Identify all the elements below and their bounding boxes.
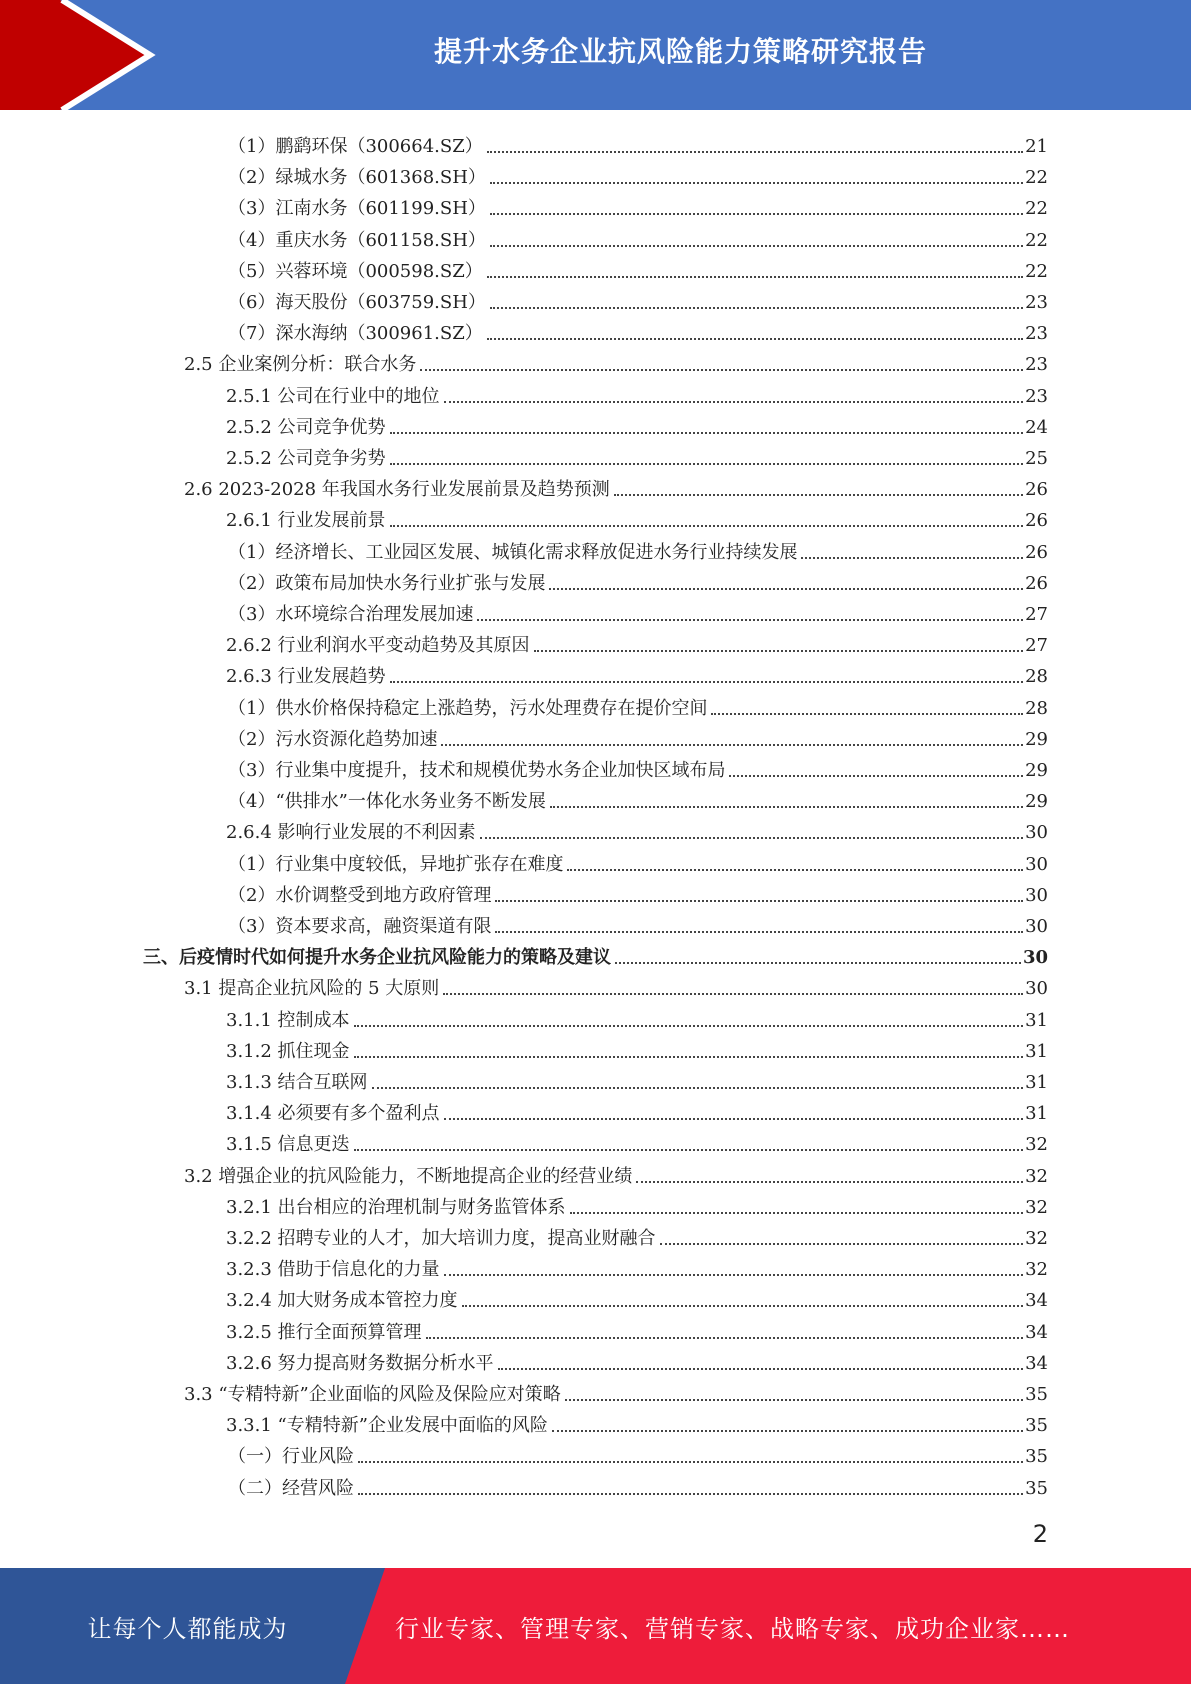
toc-dot-leader bbox=[550, 806, 1023, 808]
toc-entry-title: （3）资本要求高，融资渠道有限 bbox=[228, 916, 492, 937]
toc-entry-title: 2.6 2023-2028 年我国水务行业发展前景及趋势预测 bbox=[184, 479, 610, 501]
toc-entry[interactable] bbox=[226, 1094, 1048, 1125]
toc-dot-leader bbox=[495, 900, 1023, 902]
toc-entry-title: （一）行业风险 bbox=[228, 1446, 354, 1468]
toc-entry-page: 21 bbox=[1025, 136, 1048, 157]
toc-entry-page: 31 bbox=[1025, 1009, 1048, 1031]
toc-entry[interactable] bbox=[226, 1250, 1048, 1281]
toc-entry[interactable] bbox=[226, 1188, 1048, 1219]
toc-entry[interactable] bbox=[228, 189, 1048, 220]
toc-entry-page: 22 bbox=[1025, 229, 1048, 251]
toc-entry[interactable] bbox=[228, 252, 1048, 283]
toc-dot-leader bbox=[615, 962, 1021, 964]
toc-entry-title: （5）兴蓉环境（000598.SZ） bbox=[228, 260, 483, 282]
toc-dot-leader bbox=[487, 338, 1023, 340]
toc-entry-page: 22 bbox=[1025, 167, 1048, 189]
footer-slogan-left: 让每个人都能成为 bbox=[87, 1614, 288, 1643]
toc-entry-title: 3.2.2 招聘专业的人才，加大培训力度，提高业财融合 bbox=[226, 1228, 656, 1249]
toc-dot-leader bbox=[462, 1305, 1024, 1307]
toc-dot-leader bbox=[390, 525, 1024, 527]
toc-entry-page: 28 bbox=[1025, 666, 1048, 688]
toc-entry-title: （2）绿城水务（601368.SH） bbox=[228, 167, 486, 189]
toc-dot-leader bbox=[354, 1149, 1024, 1151]
toc-entry-page: 34 bbox=[1025, 1352, 1048, 1374]
toc-entry[interactable] bbox=[228, 907, 1048, 938]
toc-entry-title: 三、后疫情时代如何提升水务企业抗风险能力的策略及建议 bbox=[143, 947, 611, 969]
toc-entry[interactable] bbox=[228, 845, 1048, 876]
toc-entry-page: 31 bbox=[1025, 1103, 1048, 1125]
toc-dot-leader bbox=[570, 1212, 1024, 1214]
toc-entry[interactable] bbox=[228, 876, 1048, 907]
page-footer bbox=[0, 1568, 1191, 1684]
toc-entry-title: （3）行业集中度提升，技术和规模优势水务企业加快区域布局 bbox=[228, 760, 726, 781]
toc-entry-page: 34 bbox=[1025, 1290, 1048, 1312]
toc-entry-page: 26 bbox=[1025, 479, 1048, 501]
report-title: 提升水务企业抗风险能力策略研究报告 bbox=[433, 35, 927, 68]
toc-entry-title: 3.1.2 抓住现金 bbox=[226, 1040, 350, 1062]
toc-entry-title: （6）海天股份（603759.SH） bbox=[228, 292, 486, 313]
toc-entry-page: 22 bbox=[1025, 260, 1048, 282]
toc-entry-title: 2.5.1 公司在行业中的地位 bbox=[226, 385, 440, 407]
toc-entry-title: 3.1.5 信息更迭 bbox=[226, 1134, 350, 1156]
toc-dot-leader bbox=[426, 1337, 1024, 1339]
toc-entry-title: 3.2 增强企业的抗风险能力，不断地提高企业的经营业绩 bbox=[184, 1165, 633, 1187]
toc-entry[interactable] bbox=[226, 813, 1048, 844]
toc-entry[interactable] bbox=[184, 345, 1048, 376]
toc-dot-leader bbox=[358, 1493, 1023, 1495]
toc-entry-title: （1）经济增长、工业园区发展、城镇化需求释放促进水务行业持续发展 bbox=[228, 541, 798, 563]
toc-entry-page: 22 bbox=[1025, 198, 1048, 220]
toc-entry-page: 32 bbox=[1025, 1259, 1048, 1281]
toc-dot-leader bbox=[490, 213, 1023, 215]
toc-dot-leader bbox=[487, 276, 1023, 278]
toc-dot-leader bbox=[801, 557, 1023, 559]
toc-dot-leader bbox=[549, 588, 1023, 590]
toc-entry[interactable] bbox=[143, 938, 1048, 969]
toc-entry-title: 3.1.4 必须要有多个盈利点 bbox=[226, 1103, 440, 1125]
toc-entry-title: 3.2.6 努力提高财务数据分析水平 bbox=[226, 1352, 494, 1374]
toc-entry-page: 27 bbox=[1025, 604, 1048, 625]
toc-dot-leader bbox=[441, 744, 1023, 746]
toc-entry-page: 35 bbox=[1025, 1477, 1048, 1499]
toc-entry[interactable] bbox=[184, 969, 1048, 1000]
toc-entry-title: 3.3 “专精特新”企业面临的风险及保险应对策略 bbox=[184, 1384, 561, 1405]
toc-entry-title: 3.2.1 出台相应的治理机制与财务监管体系 bbox=[226, 1196, 566, 1218]
toc-dot-leader bbox=[567, 869, 1023, 871]
toc-entry-page: 31 bbox=[1025, 1072, 1048, 1093]
toc-entry-page: 30 bbox=[1025, 822, 1048, 844]
toc-entry-page: 28 bbox=[1025, 697, 1048, 719]
toc-entry-title: （3）江南水务（601199.SH） bbox=[228, 198, 486, 220]
toc-dot-leader bbox=[490, 245, 1023, 247]
toc-dot-leader bbox=[390, 681, 1024, 683]
toc-entry[interactable] bbox=[228, 127, 1048, 158]
toc-entry-title: 2.5.2 公司竞争优势 bbox=[226, 416, 386, 438]
toc-entry-title: （二）经营风险 bbox=[228, 1477, 354, 1499]
toc-entry-page: 25 bbox=[1025, 448, 1048, 469]
toc-entry-page: 32 bbox=[1025, 1228, 1048, 1249]
page-header bbox=[0, 0, 1191, 110]
toc-entry-title: （2）污水资源化趋势加速 bbox=[228, 728, 438, 750]
toc-entry[interactable] bbox=[226, 408, 1048, 439]
toc-entry-title: 3.1 提高企业抗风险的 5 大原则 bbox=[184, 978, 440, 1000]
toc-entry-page: 30 bbox=[1025, 853, 1048, 875]
toc-entry-title: （4）“供排水”一体化水务业务不断发展 bbox=[228, 791, 546, 813]
toc-entry-page: 26 bbox=[1025, 510, 1048, 532]
toc-dot-leader bbox=[534, 650, 1024, 652]
toc-entry[interactable] bbox=[226, 1406, 1048, 1437]
toc-entry-title: （3）水环境综合治理发展加速 bbox=[228, 604, 474, 625]
toc-entry-title: （1）鹏鹞环保（300664.SZ） bbox=[228, 136, 483, 157]
toc-entry[interactable] bbox=[228, 158, 1048, 189]
toc-entry-title: 2.6.3 行业发展趋势 bbox=[226, 666, 386, 688]
toc-dot-leader bbox=[444, 1274, 1024, 1276]
toc-dot-leader bbox=[444, 401, 1024, 403]
toc-dot-leader bbox=[372, 1087, 1024, 1089]
toc-entry-title: 2.6.1 行业发展前景 bbox=[226, 510, 386, 532]
toc-entry-page: 30 bbox=[1025, 978, 1048, 1000]
toc-entry[interactable] bbox=[228, 533, 1048, 564]
toc-entry[interactable] bbox=[226, 1032, 1048, 1063]
toc-dot-leader bbox=[354, 1056, 1024, 1058]
toc-dot-leader bbox=[711, 713, 1023, 715]
toc-entry-title: 3.2.3 借助于信息化的力量 bbox=[226, 1259, 440, 1281]
toc-entry-title: （4）重庆水务（601158.SH） bbox=[228, 229, 486, 251]
toc-entry[interactable] bbox=[184, 1375, 1048, 1406]
toc-entry[interactable] bbox=[228, 564, 1048, 595]
toc-entry[interactable] bbox=[226, 626, 1048, 657]
toc-dot-leader bbox=[443, 993, 1023, 995]
toc-entry[interactable] bbox=[228, 314, 1048, 345]
toc-entry-title: 3.1.3 结合互联网 bbox=[226, 1072, 368, 1093]
toc-entry[interactable] bbox=[226, 439, 1048, 470]
toc-dot-leader bbox=[614, 494, 1023, 496]
toc-entry[interactable] bbox=[184, 470, 1048, 501]
page-number: 2 bbox=[1032, 1520, 1048, 1548]
toc-entry-title: 2.5 企业案例分析：联合水务 bbox=[184, 354, 417, 376]
toc-entry[interactable] bbox=[226, 1063, 1048, 1094]
toc-entry[interactable] bbox=[226, 1125, 1048, 1156]
toc-entry-page: 27 bbox=[1025, 635, 1048, 657]
toc-entry-page: 32 bbox=[1025, 1196, 1048, 1218]
toc-entry-page: 26 bbox=[1025, 541, 1048, 563]
toc-entry-page: 30 bbox=[1022, 947, 1048, 969]
toc-dot-leader bbox=[660, 1243, 1024, 1245]
toc-dot-leader bbox=[490, 307, 1023, 309]
toc-dot-leader bbox=[495, 931, 1023, 933]
toc-entry-page: 29 bbox=[1025, 760, 1048, 781]
toc-dot-leader bbox=[390, 432, 1024, 434]
toc-entry[interactable] bbox=[226, 501, 1048, 532]
toc-entry[interactable] bbox=[228, 720, 1048, 751]
toc-entry[interactable] bbox=[228, 689, 1048, 720]
header-arrow-icon bbox=[0, 0, 160, 110]
toc-dot-leader bbox=[490, 182, 1023, 184]
toc-entry-page: 35 bbox=[1025, 1446, 1048, 1468]
toc-dot-leader bbox=[552, 1430, 1023, 1432]
toc-entry[interactable] bbox=[226, 1281, 1048, 1312]
toc-entry-title: 3.2.4 加大财务成本管控力度 bbox=[226, 1290, 458, 1312]
toc-entry[interactable] bbox=[226, 1344, 1048, 1375]
toc-entry-page: 23 bbox=[1025, 323, 1048, 345]
toc-entry[interactable] bbox=[228, 221, 1048, 252]
toc-dot-leader bbox=[444, 1118, 1024, 1120]
toc-dot-leader bbox=[729, 775, 1023, 777]
toc-entry[interactable] bbox=[228, 782, 1048, 813]
toc-entry[interactable] bbox=[228, 1437, 1048, 1468]
toc-entry[interactable] bbox=[226, 657, 1048, 688]
toc-entry[interactable] bbox=[226, 1313, 1048, 1344]
toc-dot-leader bbox=[420, 369, 1023, 371]
toc-entry[interactable] bbox=[228, 283, 1048, 314]
toc-dot-leader bbox=[480, 837, 1024, 839]
toc-dot-leader bbox=[565, 1399, 1023, 1401]
toc-entry-page: 30 bbox=[1025, 916, 1048, 937]
toc-entry-page: 32 bbox=[1025, 1134, 1048, 1156]
toc-dot-leader bbox=[477, 619, 1023, 621]
toc-entry-page: 34 bbox=[1025, 1321, 1048, 1343]
toc-entry-page: 32 bbox=[1025, 1165, 1048, 1187]
toc-entry-title: 2.6.2 行业利润水平变动趋势及其原因 bbox=[226, 635, 530, 657]
toc-entry-page: 29 bbox=[1025, 791, 1048, 813]
toc-dot-leader bbox=[358, 1461, 1023, 1463]
toc-entry-page: 26 bbox=[1025, 572, 1048, 594]
footer-slogan-right: 行业专家、管理专家、营销专家、战略专家、成功企业家…… bbox=[395, 1614, 1070, 1643]
toc-dot-leader bbox=[636, 1181, 1023, 1183]
toc-entry-title: 2.5.2 公司竞争劣势 bbox=[226, 448, 386, 469]
toc-entry-title: （7）深水海纳（300961.SZ） bbox=[228, 323, 483, 345]
toc-entry-title: 2.6.4 影响行业发展的不利因素 bbox=[226, 822, 476, 844]
toc-entry[interactable] bbox=[226, 1001, 1048, 1032]
toc-entry[interactable] bbox=[226, 377, 1048, 408]
toc-entry[interactable] bbox=[228, 1469, 1048, 1500]
toc-entry-title: （1）行业集中度较低，异地扩张存在难度 bbox=[228, 853, 564, 875]
toc-entry-title: （2）政策布局加快水务行业扩张与发展 bbox=[228, 572, 546, 594]
toc-entry-page: 30 bbox=[1025, 884, 1048, 906]
toc-dot-leader bbox=[354, 1025, 1024, 1027]
toc-entry[interactable] bbox=[228, 751, 1048, 782]
toc-entry-title: 3.3.1 “专精特新”企业发展中面临的风险 bbox=[226, 1415, 548, 1437]
toc-entry-page: 29 bbox=[1025, 728, 1048, 750]
toc-entry-title: （2）水价调整受到地方政府管理 bbox=[228, 884, 492, 906]
toc-entry-page: 23 bbox=[1025, 385, 1048, 407]
toc-entry-page: 35 bbox=[1025, 1415, 1048, 1437]
toc-entry[interactable] bbox=[184, 1157, 1048, 1188]
toc-entry-title: 3.1.1 控制成本 bbox=[226, 1009, 350, 1031]
toc-entry-page: 31 bbox=[1025, 1040, 1048, 1062]
toc-entry-page: 35 bbox=[1025, 1384, 1048, 1405]
toc-dot-leader bbox=[390, 463, 1024, 465]
toc-entry[interactable] bbox=[228, 595, 1048, 626]
toc-entry-page: 24 bbox=[1025, 416, 1048, 438]
toc-entry-title: 3.2.5 推行全面预算管理 bbox=[226, 1321, 422, 1343]
toc-entry-page: 23 bbox=[1025, 292, 1048, 313]
toc-dot-leader bbox=[498, 1368, 1024, 1370]
toc-entry[interactable] bbox=[226, 1219, 1048, 1250]
toc-entry-title: （1）供水价格保持稳定上涨趋势，污水处理费存在提价空间 bbox=[228, 697, 708, 719]
toc-dot-leader bbox=[487, 151, 1023, 153]
toc-entry-page: 23 bbox=[1025, 354, 1048, 376]
